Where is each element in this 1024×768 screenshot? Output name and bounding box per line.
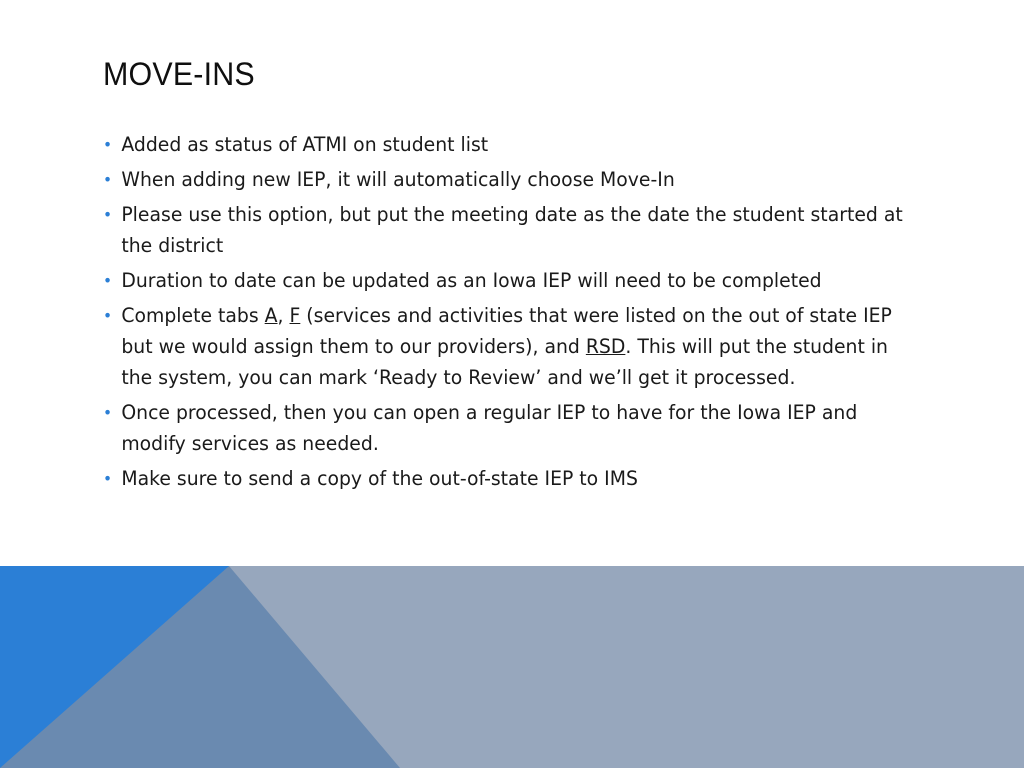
bullet-text-separator: , — [277, 304, 290, 327]
list-item — [103, 463, 904, 494]
bullet-icon: • — [103, 469, 113, 488]
tab-a-link[interactable]: A — [264, 304, 278, 327]
bullet-text: Please use this option, but put the meeting date as the date the student started at the district — [121, 203, 903, 257]
list-item — [103, 300, 904, 393]
list-item — [103, 265, 904, 296]
bullet-text-middle: (services and activities that were listed on the out of state IEP but we would assign them to our providers), and — [121, 304, 892, 358]
bullet-icon: • — [103, 306, 113, 325]
bullet-list — [103, 129, 933, 498]
list-item — [103, 164, 904, 195]
tab-rsd-link[interactable]: RSD — [585, 335, 626, 358]
bullet-text: When adding new IEP, it will automatically choose Move-In — [121, 168, 675, 191]
slide-title: MOVE-INS — [103, 56, 255, 92]
bullet-icon: • — [103, 403, 113, 422]
footer-decoration — [0, 566, 1024, 768]
bullet-text: Added as status of ATMI on student list — [121, 133, 489, 156]
list-item — [103, 397, 904, 459]
tab-f-link[interactable]: F — [289, 304, 301, 327]
bullet-icon: • — [103, 170, 113, 189]
bullet-text-suffix: . This will put the student in the system, you can mark ‘Ready to Review’ and we’ll get it processed. — [121, 335, 888, 389]
bullet-icon: • — [103, 271, 113, 290]
list-item — [103, 199, 904, 261]
bullet-text: Duration to date can be updated as an Iowa IEP will need to be completed — [121, 269, 822, 292]
bullet-icon: • — [103, 205, 113, 224]
bullet-text: Once processed, then you can open a regular IEP to have for the Iowa IEP and modify services as needed. — [121, 401, 858, 455]
bullet-text: Make sure to send a copy of the out-of-state IEP to IMS — [121, 467, 638, 490]
bullet-text-prefix: Complete tabs — [121, 304, 265, 327]
bullet-icon: • — [103, 135, 113, 154]
list-item — [103, 129, 904, 160]
